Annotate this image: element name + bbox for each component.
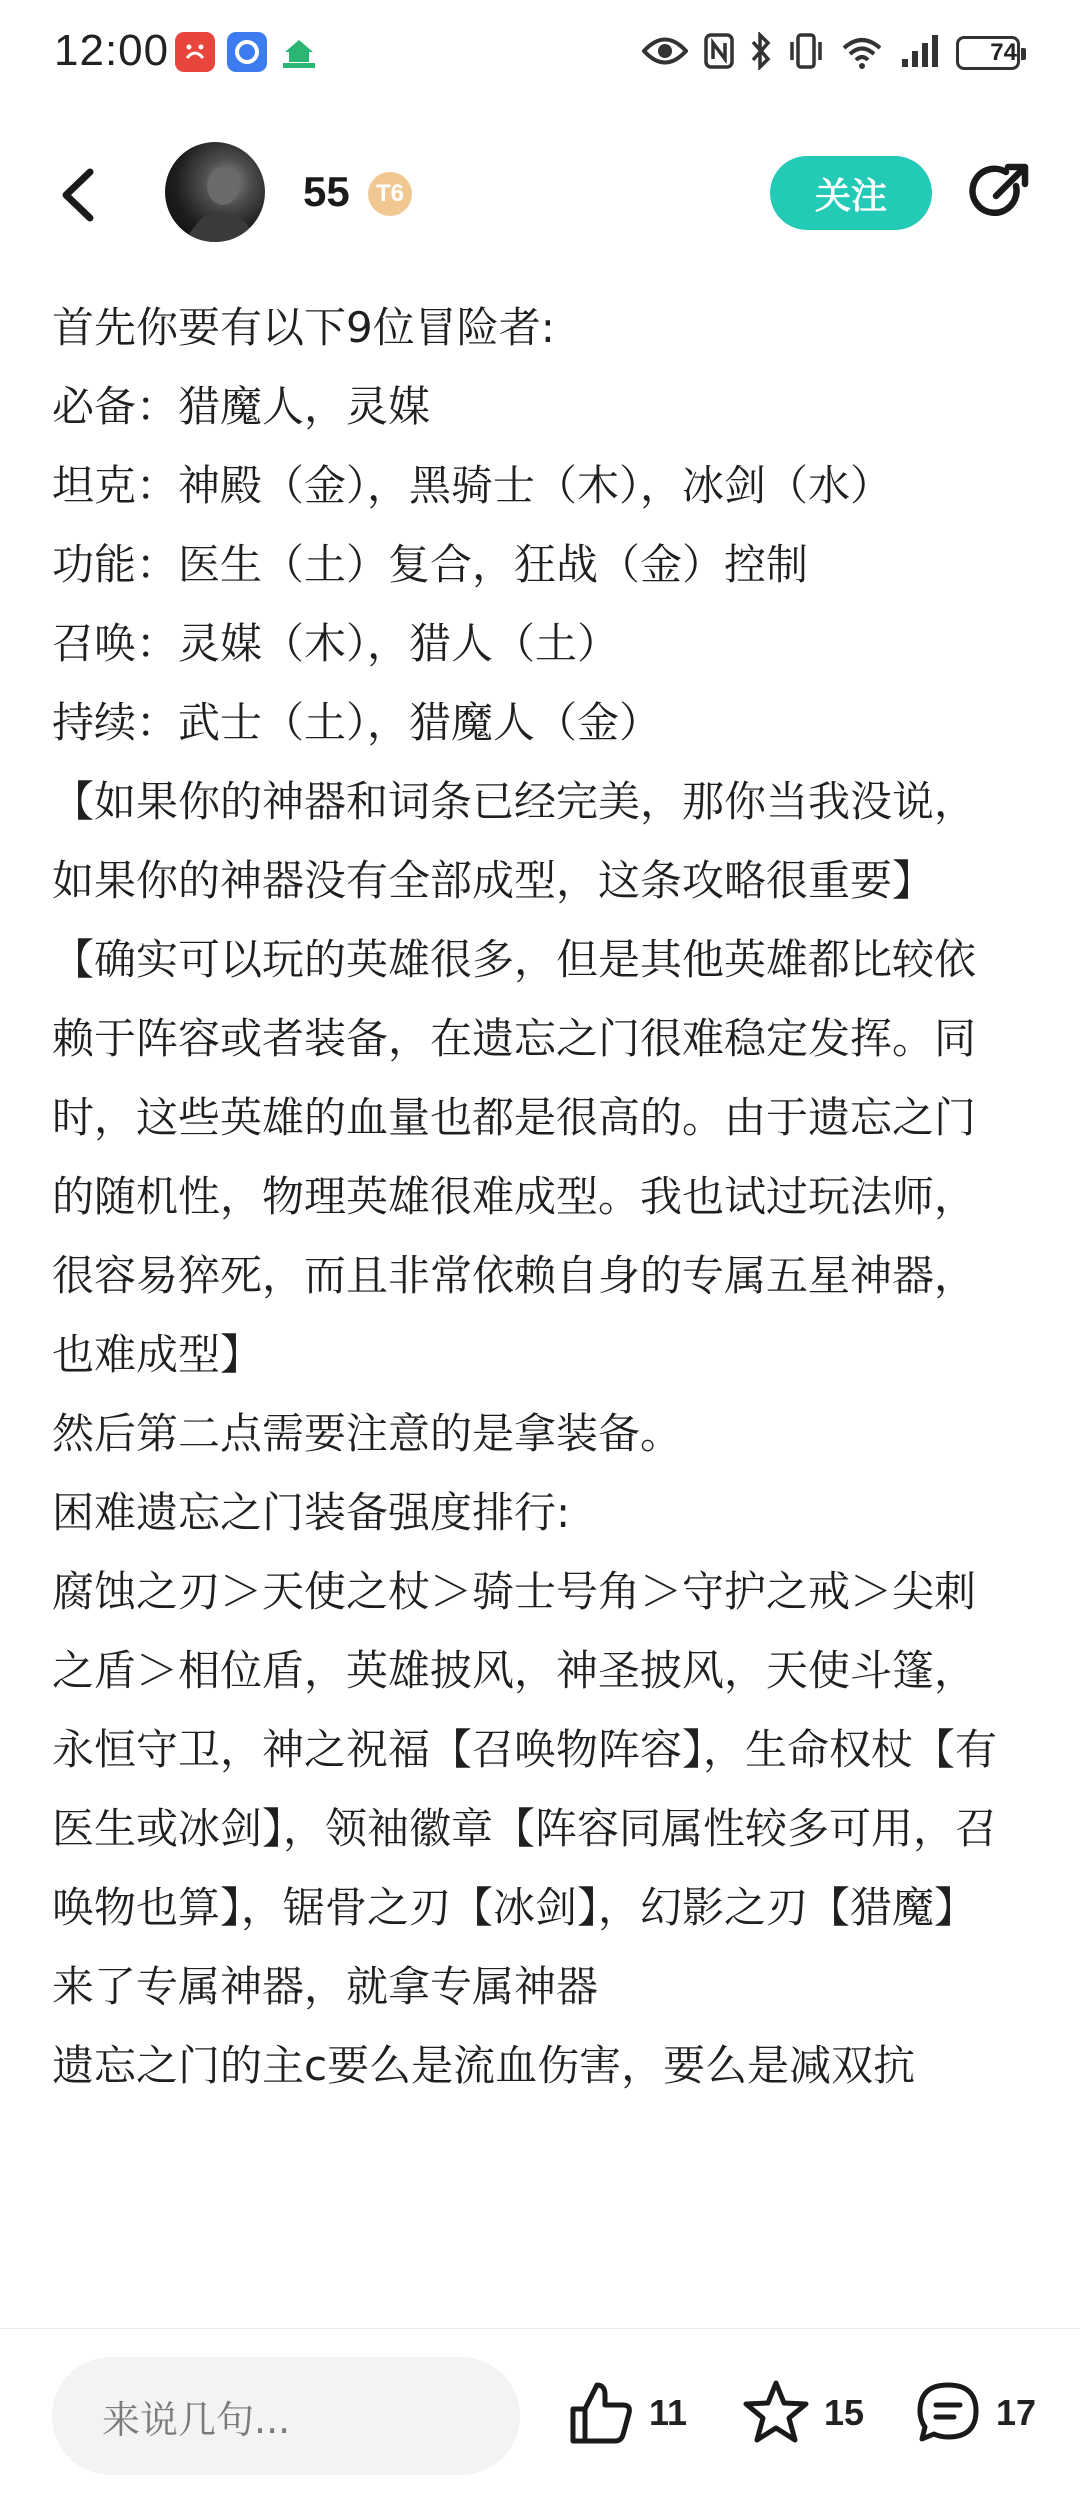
bottom-action-bar	[0, 2328, 1080, 2505]
like-button[interactable]	[565, 2373, 687, 2453]
comment-icon	[912, 2377, 984, 2449]
follow-button[interactable]: 关注	[770, 156, 932, 230]
signal-icon	[900, 33, 940, 73]
paragraph: 功能：医生（土）复合，狂战（金）控制	[52, 540, 809, 589]
username[interactable]: 55	[303, 168, 350, 215]
back-arrow-icon	[52, 160, 122, 230]
notification-app-icon	[227, 32, 267, 72]
paragraph: 坦克：神殿（金），黑骑士（木），冰剑（水）	[52, 461, 893, 510]
favorite-button[interactable]	[740, 2373, 864, 2453]
paragraph: 持续：武士（土），猎魔人（金）	[52, 698, 662, 747]
status-time: 12:00	[54, 26, 170, 75]
thumbs-up-icon	[565, 2377, 637, 2449]
paragraph: 【如果你的神器和词条已经完美，那你当我没说，如果你的神器没有全部成型，这条攻略很重要】	[52, 777, 977, 905]
avatar[interactable]	[165, 142, 265, 242]
level-badge: T6	[368, 172, 412, 216]
vibrate-icon	[788, 32, 824, 74]
paragraph: 腐蚀之刃＞天使之杖＞骑士号角＞守护之戒＞尖刺之盾＞相位盾，英雄披风，神圣披风，天使斗篷，永恒守卫，神之祝福【召唤物阵容】，生命权杖【有医生或冰剑】，领袖徽章【阵容同属性较多可用，召唤物也算】，锯骨之刃【冰剑】，幻影之刃【猎魔】	[52, 1567, 998, 1932]
notification-app-icon	[175, 32, 215, 72]
comment-count: 17	[996, 2392, 1037, 2433]
wifi-icon	[840, 32, 884, 74]
paragraph: 然后第二点需要注意的是拿装备。	[52, 1409, 683, 1458]
nfc-icon	[704, 33, 734, 73]
paragraph: 必备：猎魔人，灵媒	[52, 382, 431, 431]
battery-icon	[956, 36, 1020, 70]
paragraph: 遗忘之门的主c要么是流血伤害，要么是减双抗	[52, 2041, 916, 2090]
paragraph: 来了专属神器，就拿专属神器	[52, 1962, 599, 2011]
bluetooth-icon	[750, 32, 772, 74]
paragraph: 【确实可以玩的英雄很多，但是其他英雄都比较依赖于阵容或者装备，在遗忘之门很难稳定发挥。同时，这些英雄的血量也都是很高的。由于遗忘之门的随机性，物理英雄很难成型。我也试过玩法师，很容易猝死，而且非常依赖自身的专属五星神器，也难成型】	[52, 935, 977, 1379]
share-button[interactable]	[964, 158, 1034, 228]
status-bar	[0, 0, 1080, 110]
battery-level-text: 74	[990, 39, 1017, 66]
favorite-count: 15	[824, 2392, 865, 2433]
like-count: 11	[649, 2392, 688, 2433]
back-button[interactable]	[52, 160, 122, 230]
comment-input[interactable]: 来说几句...	[52, 2357, 520, 2475]
star-icon	[740, 2377, 812, 2449]
notification-app-icon	[279, 32, 319, 72]
post-header	[0, 130, 1080, 260]
post-content	[52, 288, 1012, 2105]
share-icon	[964, 158, 1034, 228]
paragraph: 困难遗忘之门装备强度排行:	[52, 1488, 571, 1537]
paragraph: 召唤：灵媒（木），猎人（土）	[52, 619, 620, 668]
eye-icon	[642, 34, 688, 72]
comment-button[interactable]	[912, 2373, 1036, 2453]
paragraph: 首先你要有以下9位冒险者:	[52, 303, 555, 352]
